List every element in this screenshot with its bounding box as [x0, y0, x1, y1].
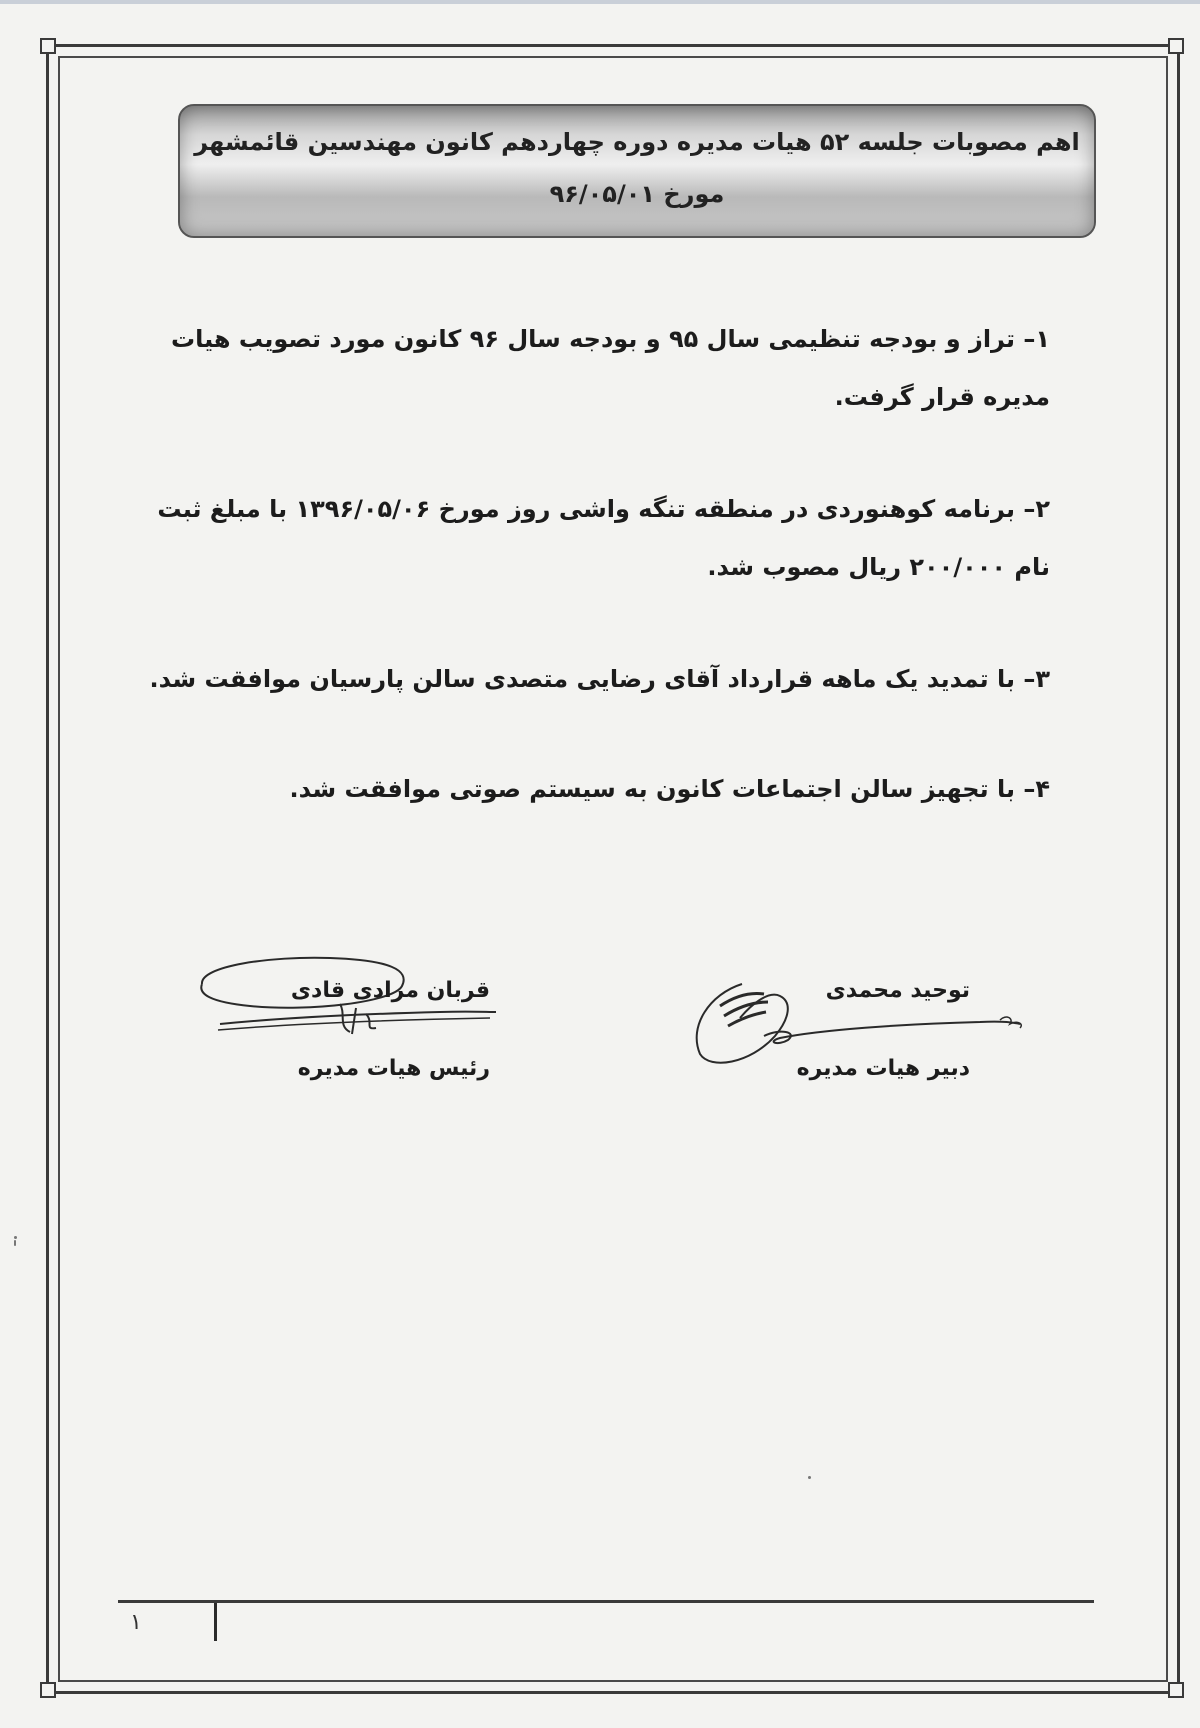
document-header-box	[178, 104, 1096, 238]
border-corner-bottom-right	[1168, 1682, 1184, 1698]
document-date: مورخ ۹۶/۰۵/۰۱	[549, 180, 725, 208]
resolution-text: با تجهیز سالن اجتماعات کانون به سیستم صوتی موافقت شد.	[289, 775, 1015, 803]
border-corner-top-left	[40, 38, 56, 54]
resolution-text: با تمدید یک ماهه قرارداد آقای رضایی متصدی سالن پارسیان موافقت شد.	[149, 665, 1015, 693]
resolution-item-4	[120, 760, 1050, 818]
resolution-number: ۱–	[1023, 325, 1050, 353]
chairman-role: رئیس هیات مدیره	[297, 1056, 490, 1081]
resolution-number: ۳–	[1023, 665, 1050, 693]
resolution-item-2	[120, 480, 1050, 596]
resolution-text: تراز و بودجه تنظیمی سال ۹۵ و بودجه سال ۹۶ کانون مورد تصویب هیات مدیره قرار گرفت.	[171, 325, 1050, 411]
chairman-name: قربان مرادی قادی	[290, 978, 490, 1003]
page-number: ۱	[130, 1610, 142, 1635]
resolution-number: ۴–	[1023, 775, 1050, 803]
resolution-number: ۲–	[1023, 495, 1050, 523]
signature-block-secretary	[700, 978, 970, 1098]
signature-block-chairman	[250, 978, 490, 1098]
border-corner-bottom-left	[40, 1682, 56, 1698]
footer-divider-tick	[214, 1603, 217, 1641]
resolution-item-3	[120, 650, 1050, 708]
secretary-name: توحید محمدی	[825, 978, 970, 1003]
secretary-role: دبیر هیات مدیره	[796, 1056, 970, 1081]
footer-divider	[118, 1600, 1094, 1603]
page-border-inner	[58, 56, 1168, 1682]
scan-speck	[14, 1240, 16, 1246]
scan-speck	[808, 1476, 811, 1479]
scan-top-edge	[0, 0, 1200, 4]
resolution-item-1	[120, 310, 1050, 426]
resolution-text: برنامه کوهنوردی در منطقه تنگه واشی روز مورخ ۱۳۹۶/۰۵/۰۶ با مبلغ ثبت نام ۲۰۰/۰۰۰ ریال مصوب شد.	[157, 495, 1050, 581]
chairman-signature-mark	[190, 952, 510, 1062]
document-title: اهم مصوبات جلسه ۵۲ هیات مدیره دوره چهاردهم کانون مهندسین قائمشهر	[194, 128, 1080, 156]
border-corner-top-right	[1168, 38, 1184, 54]
scan-speck	[14, 1236, 17, 1239]
